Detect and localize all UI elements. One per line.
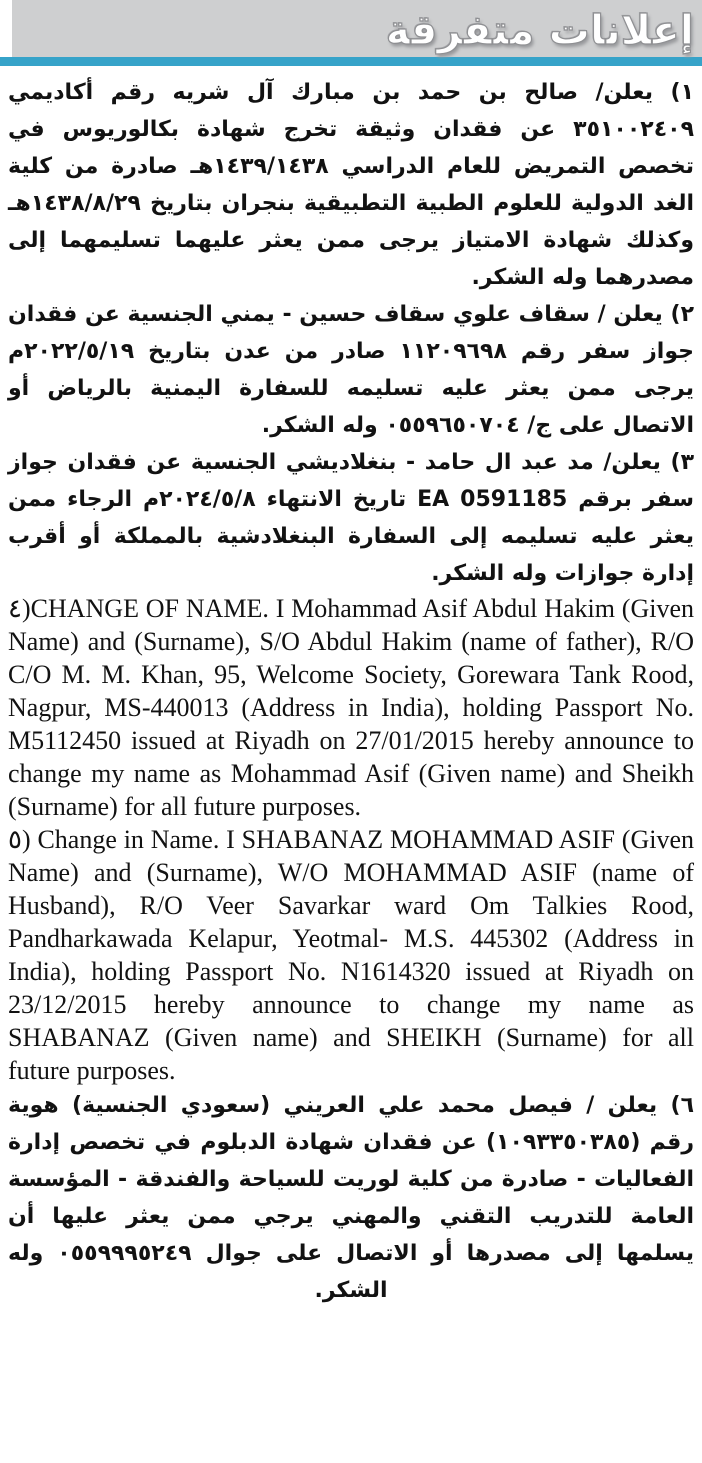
section-title: إعلانات متفرقة — [385, 6, 694, 54]
ads-column — [0, 66, 702, 1309]
ad-paragraph-5: ٥) Change in Name. I SHABANAZ MOHAMMAD ASIF (Given Name) and (Surname), W/O MOHAMMAD ASIF (name of Husband), R/O Veer Savarkar ward Om Talkies Rood, Pandharkawada Kelapur, Yeotmal- M.S. 445302 (Address in India), holding Passport No. N1614320 issued at Riyadh on 23/12/2015 hereby announce to change my name as SHABANAZ (Given name) and SHEIKH (Surname) for all future purposes. — [8, 825, 694, 1085]
header-accent-line — [0, 57, 702, 66]
ad-paragraph-4: ٤)CHANGE OF NAME. I Mohammad Asif Abdul Hakim (Given Name) and (Surname), S/O Abdul Hakim (name of father), R/O C/O M. M. Khan, 95, Welcome Society, Gorewara Tank Rood, Nagpur, MS-440013 (Address in India), holding Passport No. M5112450 issued at Riyadh on 27/01/2015 hereby announce to change my name as Mohammad Asif (Given name) and Sheikh (Surname) for all future purposes. — [8, 594, 694, 821]
ad-paragraph-1: ١) يعلن/ صالح بن حمد بن مبارك آل شريه رقم أكاديمي ٣٥١٠٠٢٤٠٩ عن فقدان وثيقة تخرج شهادة بكالوريوس في تخصص التمريض للعام الدراسي ١٤٣٩/١٤٣٨هـ صادرة من كلية الغد الدولية للعلوم الطبية التطبيقية بنجران بتاريخ ١٤٣٨/٨/٢٩هـ وكذلك شهادة الامتياز يرجى ممن يعثر عليهما تسليمهما إلى مصدرهما وله الشكر. — [8, 80, 694, 290]
ad-paragraph-2: ٢) يعلن / سقاف علوي سقاف حسين - يمني الجنسية عن فقدان جواز سفر رقم ١١٢٠٩٦٩٨ صادر من عدن بتاريخ ٢٠٢٢/٥/١٩م يرجى ممن يعثر عليه تسليمه للسفارة اليمنية بالرياض أو الاتصال على ج/ ٠٥٥٩٦٥٠٧٠٤ وله الشكر. — [8, 302, 694, 438]
section-header — [0, 0, 702, 57]
header-left-gutter — [0, 0, 12, 57]
ad-paragraph-3: ٣) يعلن/ مد عبد ال حامد - بنغلاديشي الجنسية عن فقدان جواز سفر برقم EA 0591185 تاريخ الانتهاء ٢٠٢٤/٥/٨م الرجاء ممن يعثر عليه تسليمه إلى السفارة البنغلادشية بالمملكة أو أقرب إدارة جوازات وله الشكر. — [8, 450, 695, 586]
ad-paragraph-6: ٦) يعلن / فيصل محمد علي العريني (سعودي الجنسية) هوية رقم (١٠٩٣٣٥٠٣٨٥) عن فقدان شهادة الدبلوم في تخصص إدارة الفعاليات - صادرة من كلية لوريت للسياحة والفندقة - المؤسسة العامة للتدريب التقني والمهني يرجي ممن يعثر عليها أن يسلمها إلى مصدرها أو الاتصال على جوال ٠٥٥٩٩٩٥٢٤٩ وله الشكر. — [8, 1093, 695, 1303]
